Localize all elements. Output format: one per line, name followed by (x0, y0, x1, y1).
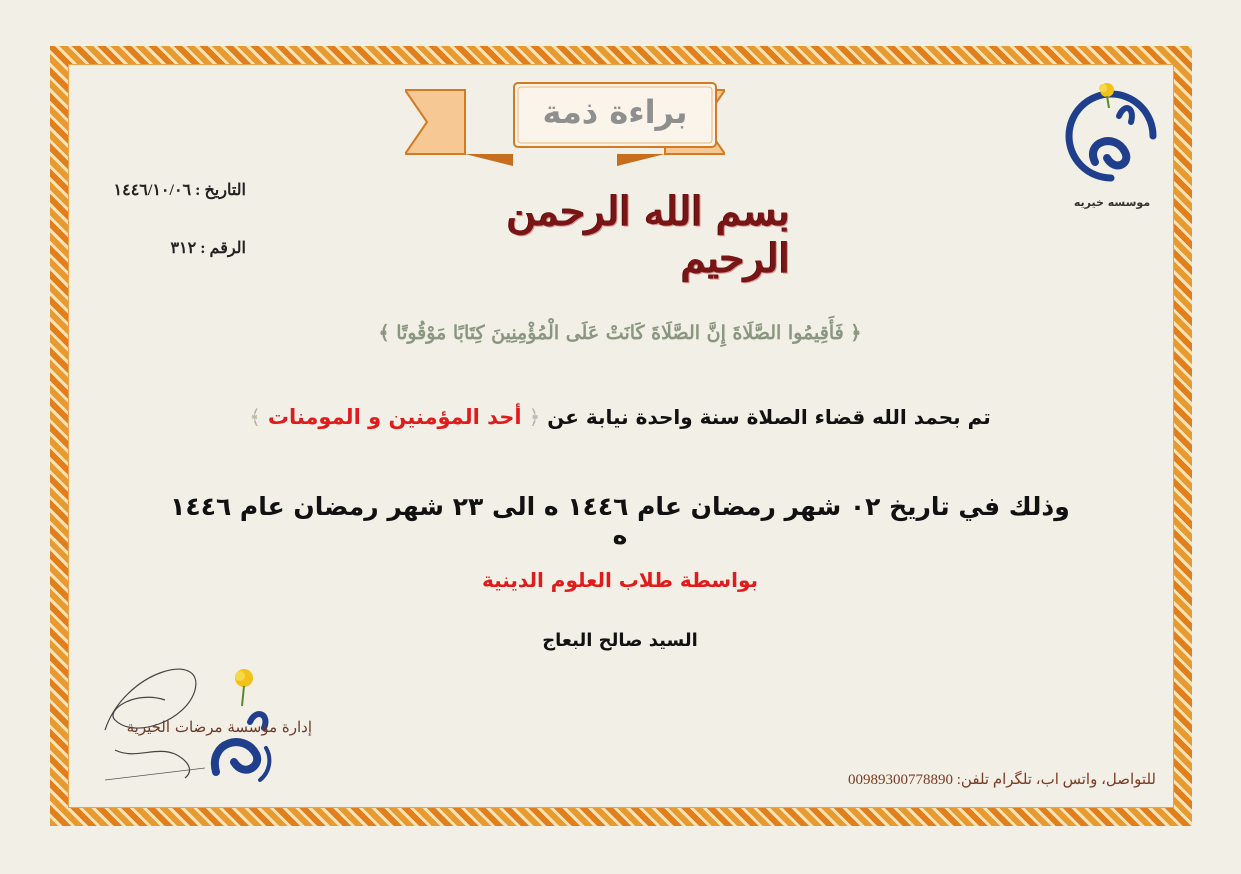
basmala-calligraphy: بسم الله الرحمن الرحيم (507, 188, 790, 282)
contact-info: للتواصل، واتس اب، تلگرام تلفن: 00989300778890 (848, 772, 1156, 788)
number-label: الرقم : (200, 240, 246, 257)
date-label: التاريخ : (195, 182, 246, 199)
organization-name: موسسه خيريه (1073, 196, 1151, 209)
number-value: ٣١٢ (170, 240, 197, 257)
statement-line (220, 405, 1020, 429)
signatory-name: السيد صالح البعاج (542, 630, 698, 651)
number-row (120, 238, 246, 258)
period-line: وذلك في تاريخ ٠٢ شهر رمضان عام ١٤٤٦ ه الى ٢٣ شهر رمضان عام ١٤٤٦ ه (170, 492, 1070, 550)
ornament-close: ﴾ (249, 405, 261, 429)
performed-by-line: بواسطة طلاب العلوم الدينية (481, 568, 759, 592)
certificate-title: براءة ذمة (542, 93, 688, 131)
management-text: إدارة مؤسسة مرضات الخيرية (126, 718, 312, 736)
beneficiary-name: أحد المؤمنين و المومنات (267, 405, 522, 429)
date-value: ١٤٤٦/١٠/٠٦ (113, 182, 192, 199)
statement-prefix: تم بحمد الله قضاء الصلاة سنة واحدة نيابة عن (547, 405, 991, 429)
quran-verse: ﴿ فَأَقِيمُوا الصَّلَاةَ إِنَّ الصَّلَاةَ كَانَتْ عَلَى الْمُؤْمِنِينَ كِتَابًا مَوْقُوتًا ﴾ (378, 322, 862, 344)
organization-logo (1055, 82, 1167, 194)
date-row (80, 180, 246, 200)
ornament-open: ﴿ (528, 405, 541, 429)
